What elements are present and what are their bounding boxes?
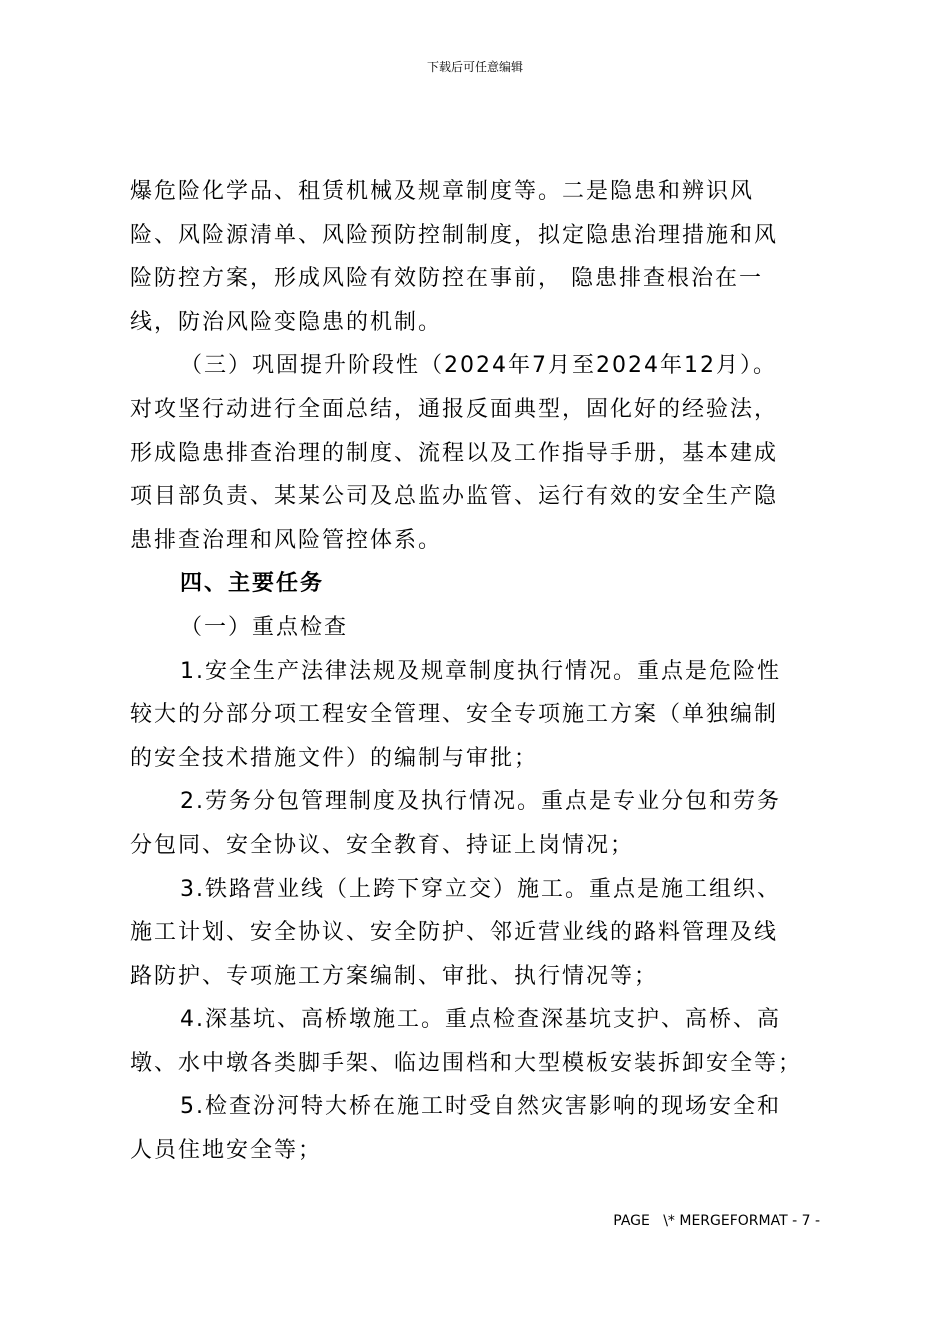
- text-line: 路防护、专项施工方案编制、审批、执行情况等；: [130, 963, 659, 989]
- text-line: 2.劳务分包管理制度及执行情况。重点是专业分包和劳务: [180, 789, 781, 815]
- text-line: 项目部负责、某某公司及总监办监管、运行有效的安全生产隐: [130, 484, 779, 510]
- text-line: 爆危险化学品、租赁机械及规章制度等。二是隐患和辨识风: [130, 179, 755, 204]
- text-line: 3.铁路营业线（上跨下穿立交）施工。重点是施工组织、: [180, 876, 781, 902]
- text-line: 线，防治风险变隐患的机制。: [130, 309, 443, 335]
- text-line: 险防控方案，形成风险有效防控在事前， 隐患排查根治在一: [130, 266, 763, 292]
- text-line: 的安全技术措施文件）的编制与审批；: [130, 745, 539, 771]
- text-line: 5.检查汾河特大桥在施工时受自然灾害影响的现场安全和: [180, 1094, 781, 1120]
- text-line: 患排查治理和风险管控体系。: [130, 527, 443, 553]
- text-line: 险、风险源清单、风险预防控制制度，拟定隐患治理措施和风: [130, 222, 779, 248]
- page-header: 下载后可任意编辑: [426, 60, 523, 74]
- page-footer: PAGE \* MERGEFORMAT - 7 -: [613, 1213, 820, 1229]
- text-line: 1.安全生产法律法规及规章制度执行情况。重点是危险性: [180, 658, 781, 684]
- text-line: （一）重点检查: [180, 614, 349, 640]
- text-line: 墩、水中墩各类脚手架、临边围档和大型模板安装拆卸安全等；: [130, 1050, 803, 1076]
- text-line: 较大的分部分项工程安全管理、安全专项施工方案（单独编制: [130, 702, 779, 728]
- text-line: 形成隐患排查治理的制度、流程以及工作指导手册，基本建成: [130, 440, 779, 466]
- text-line: 对攻坚行动进行全面总结，通报反面典型，固化好的经验法，: [130, 396, 779, 422]
- text-line: 4.深基坑、高桥墩施工。重点检查深基坑支护、高桥、高: [180, 1007, 781, 1033]
- text-line: 施工计划、安全协议、安全防护、邻近营业线的路料管理及线: [130, 920, 779, 946]
- document-body: [130, 170, 830, 1173]
- text-line: 人员住地安全等；: [130, 1138, 323, 1164]
- section-heading: 四、主要任务: [180, 571, 325, 597]
- text-line: （三）巩固提升阶段性（2024年7月至2024年12月）。: [180, 353, 777, 379]
- text-line: 分包同、安全协议、安全教育、持证上岗情况；: [130, 832, 635, 858]
